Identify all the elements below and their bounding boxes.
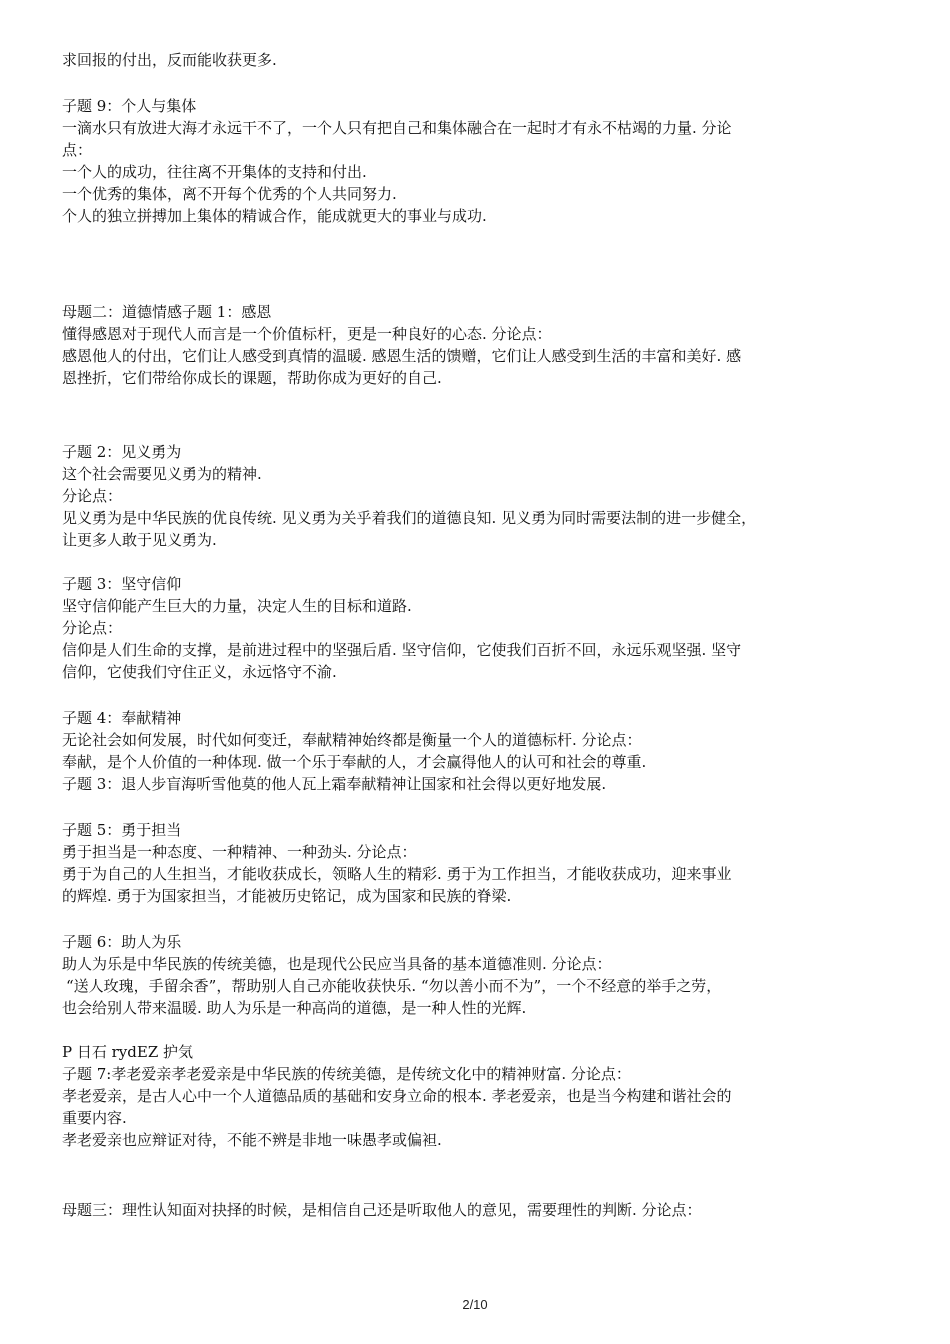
text-line: 一个人的成功，往往离不开集体的支持和付出. xyxy=(62,163,367,181)
text-line: 一滴水只有放进大海才永远干不了，一个人只有把自己和集体融合在一起时才有永不枯竭的力量. 分论 xyxy=(62,119,732,137)
text-line: 助人为乐是中华民族的传统美德，也是现代公民应当具备的基本道德准则. 分论点： xyxy=(62,955,612,973)
text-line: 子题 3：退人步盲海听雪他莫的他人瓦上霜奉献精神让国家和社会得以更好地发展. xyxy=(62,775,607,793)
text-line: 勇于为自己的人生担当，才能收获成长，领略人生的精彩. 勇于为工作担当，才能收获成功，迎来事业 xyxy=(62,865,732,883)
text-line: 无论社会如何发展，时代如何变迁，奉献精神始终都是衡量一个人的道德标杆. 分论点： xyxy=(62,731,642,749)
text-line: 信仰是人们生命的支撑，是前进过程中的坚强后盾. 坚守信仰，它使我们百折不回，永远乐观坚强. 坚守 xyxy=(62,641,742,659)
subtopic-heading: 子题 6：助人为乐 xyxy=(62,933,182,951)
text-line: 感恩他人的付出，它们让人感受到真情的温暖. 感恩生活的馈赠，它们让人感受到生活的丰富和美好. 感 xyxy=(62,347,742,365)
subtopic-heading: 子题 5：勇于担当 xyxy=(62,821,182,839)
text-line: 勇于担当是一种态度、一种精神、一种劲头. 分论点： xyxy=(62,843,417,861)
text-line: 信仰，它使我们守住正义，永远恪守不渝. xyxy=(62,663,337,681)
text-line: 一个优秀的集体，离不开每个优秀的个人共同努力. xyxy=(62,185,397,203)
text-line: 分论点： xyxy=(62,619,123,637)
subtopic-heading: 子题 2：见义勇为 xyxy=(62,443,182,461)
text-line: 这个社会需要见义勇为的精神. xyxy=(62,465,262,483)
text-line: P 日石 rydEZ 护気 xyxy=(62,1043,194,1061)
text-line: 懂得感恩对于现代人而言是一个价值标杆，更是一种良好的心态. 分论点： xyxy=(62,325,552,343)
text-line: 孝老爱亲也应辩证对待，不能不辨是非地一味愚孝或偏袒. xyxy=(62,1131,442,1149)
text-line: 也会给别人带来温暖. 助人为乐是一种高尚的道德，是一种人性的光辉. xyxy=(62,999,527,1017)
text-line: 的辉煌. 勇于为国家担当，才能被历史铭记，成为国家和民族的脊梁. xyxy=(62,887,512,905)
page-number: 2/10 xyxy=(462,1297,488,1312)
text-line: 见义勇为是中华民族的优良传统. 见义勇为关乎着我们的道德良知. 见义勇为同时需要法制的进一步健全， xyxy=(62,509,757,527)
text-line: 孝老爱亲，是古人心中一个人道德品质的基础和安身立命的根本. 孝老爱亲，也是当今构建和谐社会的 xyxy=(62,1087,732,1105)
subtopic-heading: 子题 7:孝老爱亲孝老爱亲是中华民族的传统美德，是传统文化中的精神财富. 分论点： xyxy=(62,1065,631,1083)
subtopic-heading: 子题 3：坚守信仰 xyxy=(62,575,182,593)
text-line: 求回报的付出，反而能收获更多. xyxy=(62,51,277,69)
text-line: 重要内容. xyxy=(62,1109,127,1127)
text-line: “送人玫瑰，手留余香”，帮助别人自己亦能收获快乐. “勿以善小而不为”，一个不经意的举手之劳， xyxy=(66,977,722,995)
main-topic-heading: 母题三：理性认知面对抉择的时候，是相信自己还是听取他人的意见，需要理性的判断. 分论点： xyxy=(62,1201,702,1219)
text-line: 坚守信仰能产生巨大的力量，决定人生的目标和道路. xyxy=(62,597,412,615)
text-line: 奉献，是个人价值的一种体现. 做一个乐于奉献的人，才会赢得他人的认可和社会的尊重. xyxy=(62,753,647,771)
main-topic-heading: 母题二：道德情感子题 1：感恩 xyxy=(62,303,272,321)
subtopic-heading: 子题 4：奉献精神 xyxy=(62,709,182,727)
text-line: 让更多人敢于见义勇为. xyxy=(62,531,217,549)
text-line: 恩挫折，它们带给你成长的课题，帮助你成为更好的自己. xyxy=(62,369,442,387)
text-line: 点： xyxy=(62,141,93,159)
text-line: 分论点： xyxy=(62,487,123,505)
subtopic-heading: 子题 9：个人与集体 xyxy=(62,97,197,115)
text-line: 个人的独立拼搏加上集体的精诚合作，能成就更大的事业与成功. xyxy=(62,207,487,225)
